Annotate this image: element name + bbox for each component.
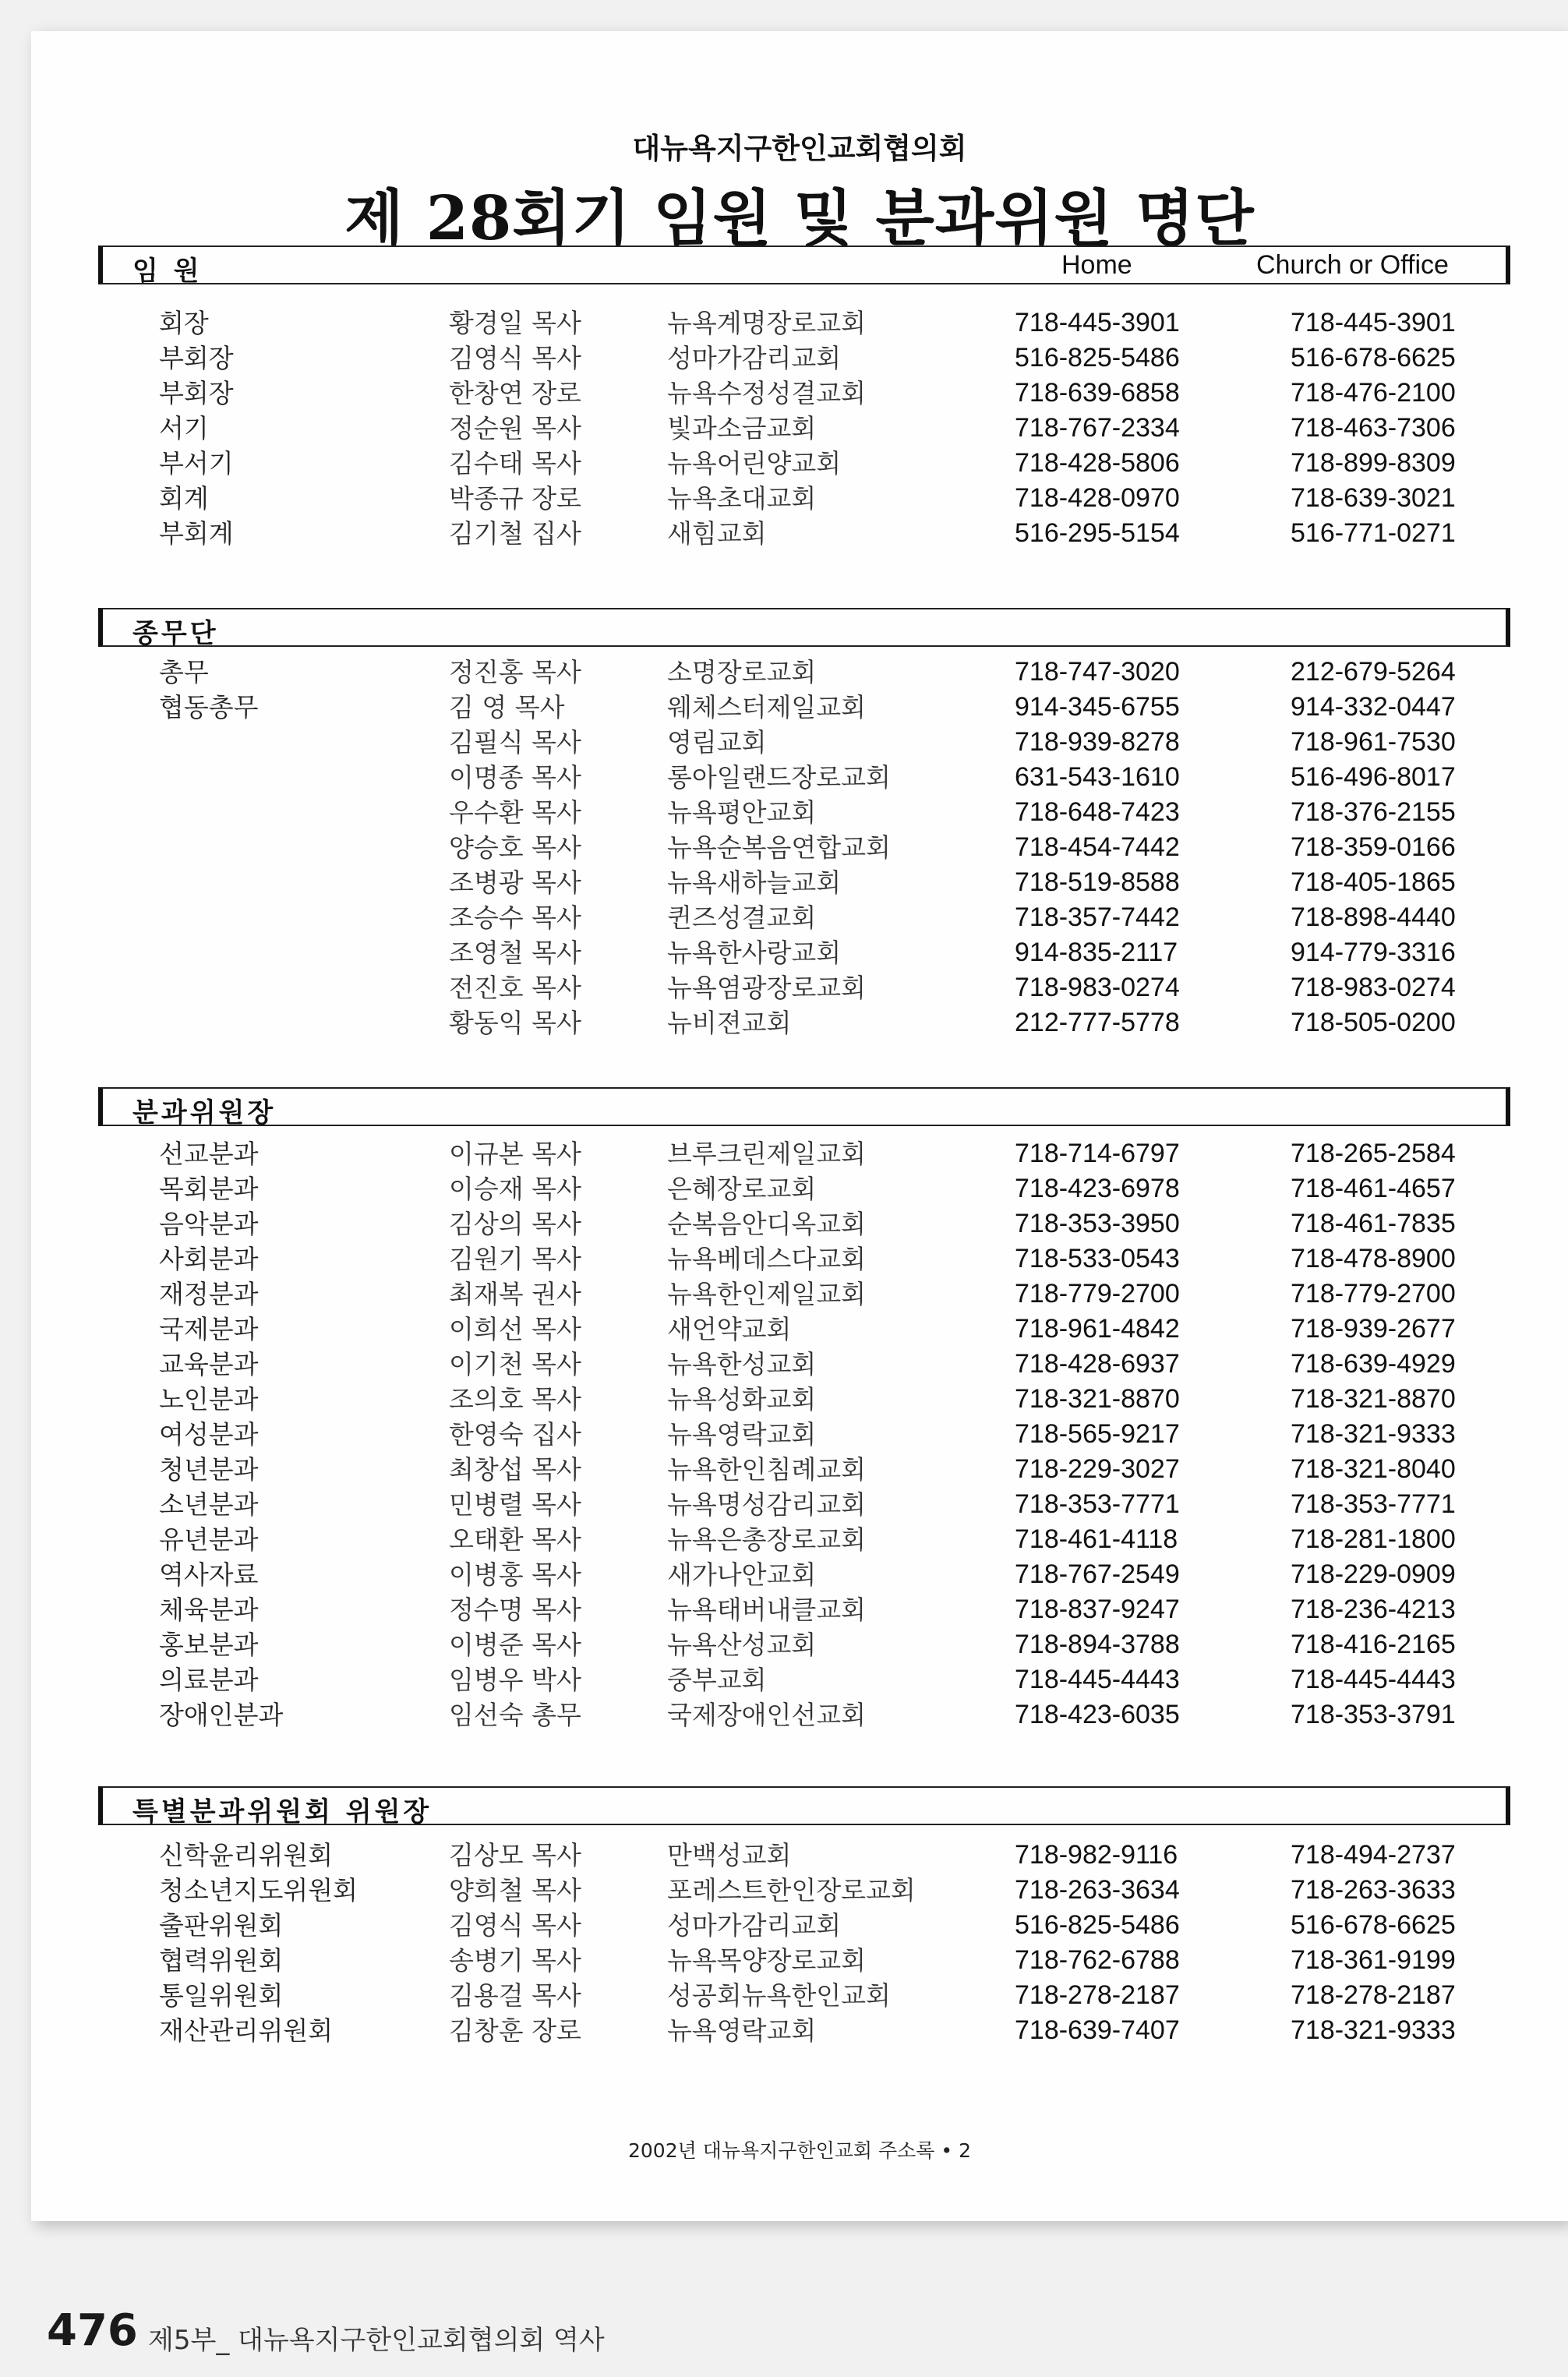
- church-name: 만백성교회: [667, 1840, 792, 1870]
- office-phone: 718-461-4657: [1291, 1174, 1456, 1203]
- directory-row: [98, 655, 1510, 690]
- office-phone: 718-416-2165: [1291, 1630, 1456, 1659]
- directory-row: [98, 1347, 1510, 1382]
- church-name: 뉴욕영락교회: [667, 2015, 817, 2046]
- role-label: 부서기: [159, 448, 234, 479]
- church-name: 뉴욕초대교회: [667, 483, 817, 514]
- home-phone: 718-423-6978: [1015, 1174, 1180, 1203]
- home-phone: 631-543-1610: [1015, 762, 1180, 792]
- person-name: 조영철 목사: [449, 938, 581, 968]
- office-phone: 718-236-4213: [1291, 1595, 1456, 1624]
- person-name: 박종규 장로: [449, 483, 581, 514]
- role-label: 재정분과: [159, 1279, 259, 1309]
- role-label: 협력위원회: [159, 1945, 284, 1976]
- directory-row: [98, 1171, 1510, 1206]
- role-label: 음악분과: [159, 1209, 259, 1239]
- office-phone: 718-278-2187: [1291, 1980, 1456, 2010]
- home-phone: 718-428-0970: [1015, 483, 1180, 513]
- role-label: 목회분과: [159, 1174, 259, 1204]
- directory-row: [98, 1697, 1510, 1732]
- church-name: 뉴욕어린양교회: [667, 448, 842, 479]
- church-name: 뉴욕성화교회: [667, 1384, 817, 1415]
- home-phone: 718-639-6858: [1015, 378, 1180, 408]
- role-label: 노인분과: [159, 1384, 259, 1415]
- office-phone: 718-376-2155: [1291, 797, 1456, 827]
- directory-row: [98, 970, 1510, 1005]
- section-title: 종무단: [132, 618, 219, 649]
- role-label: 회장: [159, 308, 209, 338]
- office-phone: 718-361-9199: [1291, 1945, 1456, 1975]
- directory-row: [98, 760, 1510, 795]
- section-header-committee-chairs: [98, 1087, 1510, 1126]
- office-phone: 516-496-8017: [1291, 762, 1456, 792]
- person-name: 정진홍 목사: [449, 657, 581, 687]
- role-label: 선교분과: [159, 1139, 259, 1169]
- role-label: 체육분과: [159, 1595, 259, 1625]
- office-phone: 718-445-3901: [1291, 308, 1456, 337]
- person-name: 한영숙 집사: [449, 1419, 581, 1450]
- church-name: 브루크린제일교회: [667, 1139, 867, 1169]
- home-phone: 516-295-5154: [1015, 518, 1180, 548]
- home-phone: 718-767-2549: [1015, 1559, 1180, 1589]
- home-phone: 718-461-4118: [1015, 1524, 1178, 1554]
- directory-row: [98, 1452, 1510, 1487]
- church-name: 뉴욕평안교회: [667, 797, 817, 828]
- office-phone: 718-461-7835: [1291, 1209, 1456, 1238]
- person-name: 정수명 목사: [449, 1595, 581, 1625]
- church-name: 새가나안교회: [667, 1559, 817, 1590]
- church-name: 뉴욕순복음연합교회: [667, 832, 891, 863]
- church-name: 순복음안디옥교회: [667, 1209, 867, 1239]
- person-name: 이병준 목사: [449, 1630, 581, 1660]
- office-phone: 718-445-4443: [1291, 1665, 1456, 1694]
- church-name: 뉴욕새하늘교회: [667, 867, 842, 898]
- directory-row: [98, 1522, 1510, 1557]
- person-name: 김필식 목사: [449, 727, 581, 758]
- council-name: 대뉴욕지구한인교회협의회: [632, 132, 967, 165]
- home-phone: 718-982-9116: [1015, 1840, 1178, 1870]
- page-title: 제 28회기 임원 및 분과위원 명단: [344, 183, 1255, 254]
- directory-row: [98, 1873, 1510, 1908]
- home-phone: 718-894-3788: [1015, 1630, 1180, 1659]
- person-name: 오태환 목사: [449, 1524, 581, 1555]
- role-label: 부회장: [159, 343, 234, 373]
- office-phone: 718-359-0166: [1291, 832, 1456, 862]
- person-name: 이희선 목사: [449, 1314, 581, 1344]
- person-name: 최재복 권사: [449, 1279, 581, 1309]
- person-name: 최창섭 목사: [449, 1454, 581, 1485]
- committee-chairs-list: [98, 1136, 1510, 1732]
- staff-list: [98, 655, 1510, 1040]
- directory-row: [98, 1943, 1510, 1978]
- role-label: 부회계: [159, 518, 234, 549]
- role-label: 여성분과: [159, 1419, 259, 1450]
- person-name: 김원기 목사: [449, 1244, 581, 1274]
- office-phone: 718-405-1865: [1291, 867, 1456, 897]
- home-phone: 718-229-3027: [1015, 1454, 1180, 1484]
- church-name: 뉴욕염광장로교회: [667, 973, 867, 1003]
- role-label: 장애인분과: [159, 1700, 284, 1730]
- column-header-home: Home: [1061, 250, 1132, 280]
- directory-row: [98, 1312, 1510, 1347]
- church-name: 롱아일랜드장로교회: [667, 762, 891, 793]
- person-name: 김영식 목사: [449, 343, 581, 373]
- person-name: 이승재 목사: [449, 1174, 581, 1204]
- role-label: 협동총무: [159, 692, 259, 722]
- church-name: 뉴욕한인제일교회: [667, 1279, 867, 1309]
- section-header-officers: [98, 245, 1510, 287]
- directory-row: [98, 411, 1510, 446]
- home-phone: 516-825-5486: [1015, 1910, 1180, 1940]
- directory-row: [98, 1487, 1510, 1522]
- church-name: 영림교회: [667, 727, 767, 758]
- office-phone: 718-983-0274: [1291, 973, 1456, 1002]
- person-name: 김기철 집사: [449, 518, 581, 549]
- home-phone: 718-747-3020: [1015, 657, 1180, 687]
- person-name: 이규본 목사: [449, 1139, 581, 1169]
- section-header-staff: [98, 608, 1510, 647]
- office-phone: 516-678-6625: [1291, 1910, 1456, 1940]
- person-name: 이기천 목사: [449, 1349, 581, 1379]
- role-label: 의료분과: [159, 1665, 259, 1695]
- role-label: 역사자료: [159, 1559, 259, 1590]
- column-header-office: Church or Office: [1256, 250, 1449, 280]
- church-name: 뉴욕계명장로교회: [667, 308, 867, 338]
- directory-row: [98, 935, 1510, 970]
- person-name: 임병우 박사: [449, 1665, 581, 1695]
- person-name: 황동익 목사: [449, 1008, 581, 1038]
- church-name: 뉴욕한인침례교회: [667, 1454, 867, 1485]
- directory-row: [98, 1277, 1510, 1312]
- directory-row: [98, 1241, 1510, 1277]
- role-label: 교육분과: [159, 1349, 259, 1379]
- person-name: 김영식 목사: [449, 1910, 581, 1941]
- home-phone: 718-428-6937: [1015, 1349, 1180, 1379]
- church-name: 은혜장로교회: [667, 1174, 817, 1204]
- role-label: 국제분과: [159, 1314, 259, 1344]
- home-phone: 718-519-8588: [1015, 867, 1180, 897]
- office-phone: 718-321-8870: [1291, 1384, 1456, 1414]
- person-name: 이병홍 목사: [449, 1559, 581, 1590]
- directory-row: [98, 1005, 1510, 1040]
- person-name: 조병광 목사: [449, 867, 581, 898]
- office-phone: 718-281-1800: [1291, 1524, 1456, 1554]
- role-label: 부회장: [159, 378, 234, 408]
- person-name: 이명종 목사: [449, 762, 581, 793]
- office-phone: 718-321-9333: [1291, 1419, 1456, 1449]
- person-name: 정순원 목사: [449, 413, 581, 443]
- directory-row: [98, 865, 1510, 900]
- office-phone: 914-779-3316: [1291, 938, 1456, 967]
- office-phone: 212-679-5264: [1291, 657, 1456, 687]
- church-name: 국제장애인선교회: [667, 1700, 867, 1730]
- directory-row: [98, 376, 1510, 411]
- person-name: 김상의 목사: [449, 1209, 581, 1239]
- home-phone: 718-353-7771: [1015, 1489, 1180, 1519]
- book-page-number: 476: [47, 2305, 138, 2356]
- person-name: 김상모 목사: [449, 1840, 581, 1870]
- office-phone: 718-494-2737: [1291, 1840, 1456, 1870]
- role-label: 청년분과: [159, 1454, 259, 1485]
- role-label: 재산관리위원회: [159, 2015, 334, 2046]
- directory-row: [98, 1557, 1510, 1592]
- role-label: 총무: [159, 657, 209, 687]
- home-phone: 718-445-4443: [1015, 1665, 1180, 1694]
- home-phone: 718-263-3634: [1015, 1875, 1180, 1905]
- directory-row: [98, 1136, 1510, 1171]
- office-phone: 718-961-7530: [1291, 727, 1456, 757]
- office-phone: 516-678-6625: [1291, 343, 1456, 373]
- role-label: 신학윤리위원회: [159, 1840, 334, 1870]
- officers-list: [98, 306, 1510, 551]
- church-name: 빛과소금교회: [667, 413, 817, 443]
- office-phone: 718-478-8900: [1291, 1244, 1456, 1273]
- office-phone: 718-263-3633: [1291, 1875, 1456, 1905]
- home-phone: 718-767-2334: [1015, 413, 1180, 443]
- person-name: 조승수 목사: [449, 902, 581, 933]
- church-name: 뉴욕명성감리교회: [667, 1489, 867, 1520]
- person-name: 황경일 목사: [449, 308, 581, 338]
- office-phone: 718-639-4929: [1291, 1349, 1456, 1379]
- home-phone: 718-454-7442: [1015, 832, 1180, 862]
- office-phone: 718-229-0909: [1291, 1559, 1456, 1589]
- church-name: 성마가감리교회: [667, 343, 842, 373]
- church-name: 뉴욕태버내클교회: [667, 1595, 867, 1625]
- office-phone: 718-265-2584: [1291, 1139, 1456, 1168]
- home-phone: 516-825-5486: [1015, 343, 1180, 373]
- office-phone: 718-899-8309: [1291, 448, 1456, 478]
- church-name: 뉴비젼교회: [667, 1008, 792, 1038]
- office-phone: 718-939-2677: [1291, 1314, 1456, 1344]
- office-phone: 718-476-2100: [1291, 378, 1456, 408]
- directory-row: [98, 795, 1510, 830]
- church-name: 뉴욕베데스다교회: [667, 1244, 867, 1274]
- role-label: 유년분과: [159, 1524, 259, 1555]
- home-phone: 718-445-3901: [1015, 308, 1180, 337]
- home-phone: 718-353-3950: [1015, 1209, 1180, 1238]
- church-name: 소명장로교회: [667, 657, 817, 687]
- church-name: 뉴욕한사랑교회: [667, 938, 842, 968]
- church-name: 웨체스터제일교회: [667, 692, 867, 722]
- home-phone: 718-762-6788: [1015, 1945, 1180, 1975]
- directory-row: [98, 1382, 1510, 1417]
- directory-row: [98, 2013, 1510, 2048]
- person-name: 임선숙 총무: [449, 1700, 581, 1730]
- office-phone: 718-639-3021: [1291, 483, 1456, 513]
- directory-row: [98, 1908, 1510, 1943]
- office-phone: 718-353-3791: [1291, 1700, 1456, 1729]
- person-name: 한창연 장로: [449, 378, 581, 408]
- role-label: 홍보분과: [159, 1630, 259, 1660]
- directory-row: [98, 1978, 1510, 2013]
- person-name: 우수환 목사: [449, 797, 581, 828]
- directory-row: [98, 830, 1510, 865]
- church-name: 성마가감리교회: [667, 1910, 842, 1941]
- section-title: 분과위원장: [132, 1097, 277, 1128]
- role-label: 청소년지도위원회: [159, 1875, 358, 1905]
- role-label: 회계: [159, 483, 209, 514]
- directory-row: [98, 481, 1510, 516]
- book-chapter-title: 제5부_ 대뉴욕지구한인교회협의회 역사: [148, 2325, 605, 2356]
- directory-row: [98, 516, 1510, 551]
- directory-row: [98, 1662, 1510, 1697]
- section-title: 임 원: [132, 256, 203, 287]
- special-committees-list: [98, 1838, 1510, 2048]
- directory-row: [98, 306, 1510, 341]
- office-phone: 718-321-9333: [1291, 2015, 1456, 2045]
- person-name: 송병기 목사: [449, 1945, 581, 1976]
- person-name: 전진호 목사: [449, 973, 581, 1003]
- home-phone: 212-777-5778: [1015, 1008, 1180, 1037]
- church-name: 중부교회: [667, 1665, 767, 1695]
- home-phone: 718-779-2700: [1015, 1279, 1180, 1309]
- church-name: 뉴욕영락교회: [667, 1419, 817, 1450]
- directory-row: [98, 725, 1510, 760]
- person-name: 민병렬 목사: [449, 1489, 581, 1520]
- section-header-special-committees: [98, 1786, 1510, 1828]
- directory-row: [98, 1627, 1510, 1662]
- office-phone: 718-321-8040: [1291, 1454, 1456, 1484]
- church-name: 뉴욕목양장로교회: [667, 1945, 867, 1976]
- home-phone: 718-639-7407: [1015, 2015, 1180, 2045]
- home-phone: 718-321-8870: [1015, 1384, 1180, 1414]
- section-title: 특별분과위원회 위원장: [132, 1796, 433, 1828]
- person-name: 양희철 목사: [449, 1875, 581, 1905]
- office-phone: 516-771-0271: [1291, 518, 1456, 548]
- home-phone: 718-357-7442: [1015, 902, 1180, 932]
- directory-row: [98, 1417, 1510, 1452]
- office-phone: 718-463-7306: [1291, 413, 1456, 443]
- church-name: 새언약교회: [667, 1314, 792, 1344]
- directory-row: [98, 1592, 1510, 1627]
- office-phone: 718-505-0200: [1291, 1008, 1456, 1037]
- home-phone: 914-835-2117: [1015, 938, 1178, 967]
- home-phone: 718-565-9217: [1015, 1419, 1180, 1449]
- home-phone: 914-345-6755: [1015, 692, 1180, 722]
- directory-row: [98, 341, 1510, 376]
- person-name: 조의호 목사: [449, 1384, 581, 1415]
- page-footer: 2002년 대뉴욕지구한인교회 주소록 • 2: [627, 2139, 971, 2162]
- person-name: 김수태 목사: [449, 448, 581, 479]
- church-name: 새힘교회: [667, 518, 767, 549]
- role-label: 통일위원회: [159, 1980, 284, 2011]
- person-name: 김 영 목사: [449, 692, 565, 722]
- church-name: 성공회뉴욕한인교회: [667, 1980, 891, 2011]
- home-phone: 718-714-6797: [1015, 1139, 1180, 1168]
- home-phone: 718-939-8278: [1015, 727, 1180, 757]
- directory-row: [98, 1838, 1510, 1873]
- directory-row: [98, 690, 1510, 725]
- directory-row: [98, 900, 1510, 935]
- office-phone: 718-353-7771: [1291, 1489, 1456, 1519]
- role-label: 서기: [159, 413, 209, 443]
- home-phone: 718-533-0543: [1015, 1244, 1180, 1273]
- church-name: 포레스트한인장로교회: [667, 1875, 916, 1905]
- role-label: 소년분과: [159, 1489, 259, 1520]
- person-name: 김창훈 장로: [449, 2015, 581, 2046]
- home-phone: 718-648-7423: [1015, 797, 1180, 827]
- home-phone: 718-278-2187: [1015, 1980, 1180, 2010]
- home-phone: 718-423-6035: [1015, 1700, 1180, 1729]
- church-name: 뉴욕산성교회: [667, 1630, 817, 1660]
- role-label: 출판위원회: [159, 1910, 284, 1941]
- office-phone: 718-898-4440: [1291, 902, 1456, 932]
- directory-row: [98, 1206, 1510, 1241]
- church-name: 뉴욕한성교회: [667, 1349, 817, 1379]
- home-phone: 718-983-0274: [1015, 973, 1180, 1002]
- office-phone: 718-779-2700: [1291, 1279, 1456, 1309]
- church-name: 퀸즈성결교회: [667, 902, 817, 933]
- church-name: 뉴욕수정성결교회: [667, 378, 867, 408]
- office-phone: 914-332-0447: [1291, 692, 1456, 722]
- role-label: 사회분과: [159, 1244, 259, 1274]
- home-phone: 718-961-4842: [1015, 1314, 1180, 1344]
- home-phone: 718-428-5806: [1015, 448, 1180, 478]
- directory-row: [98, 446, 1510, 481]
- home-phone: 718-837-9247: [1015, 1595, 1180, 1624]
- person-name: 양승호 목사: [449, 832, 581, 863]
- person-name: 김용걸 목사: [449, 1980, 581, 2011]
- church-name: 뉴욕은총장로교회: [667, 1524, 867, 1555]
- directory-page: [31, 31, 1568, 2221]
